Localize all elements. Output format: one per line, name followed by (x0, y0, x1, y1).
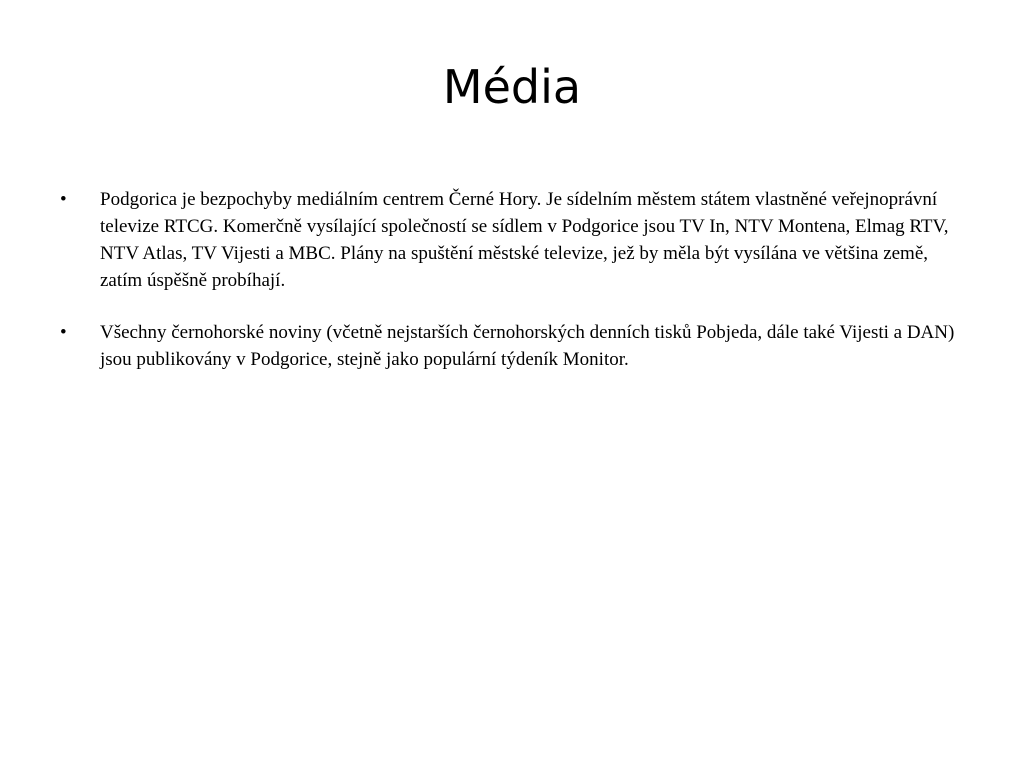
slide-title: Média (442, 60, 582, 114)
bullet-icon: • (60, 322, 67, 343)
bullet-list (58, 186, 968, 398)
bullet-icon: • (60, 189, 67, 210)
bullet-text: Všechny černohorské noviny (včetně nejstarších černohorských denních tisků Pobjeda, dále také Vijesti a DAN) jsou publikovány v Podgorice, stejně jako populární týdeník Monitor. (100, 322, 955, 370)
bullet-item (58, 186, 968, 294)
bullet-item (58, 319, 968, 373)
bullet-text: Podgorica je bezpochyby mediálním centrem Černé Hory. Je sídelním městem státem vlastněné veřejnoprávní televize RTCG. Komerčně vysílající společností se sídlem v Podgorice jsou TV In, NTV Montena, Elmag RTV, NTV Atlas, TV Vijesti a MBC. Plány na spuštění městské televize, jež by měla být vysílána ve většina země, zatím úspěšně probíhají. (100, 189, 949, 291)
